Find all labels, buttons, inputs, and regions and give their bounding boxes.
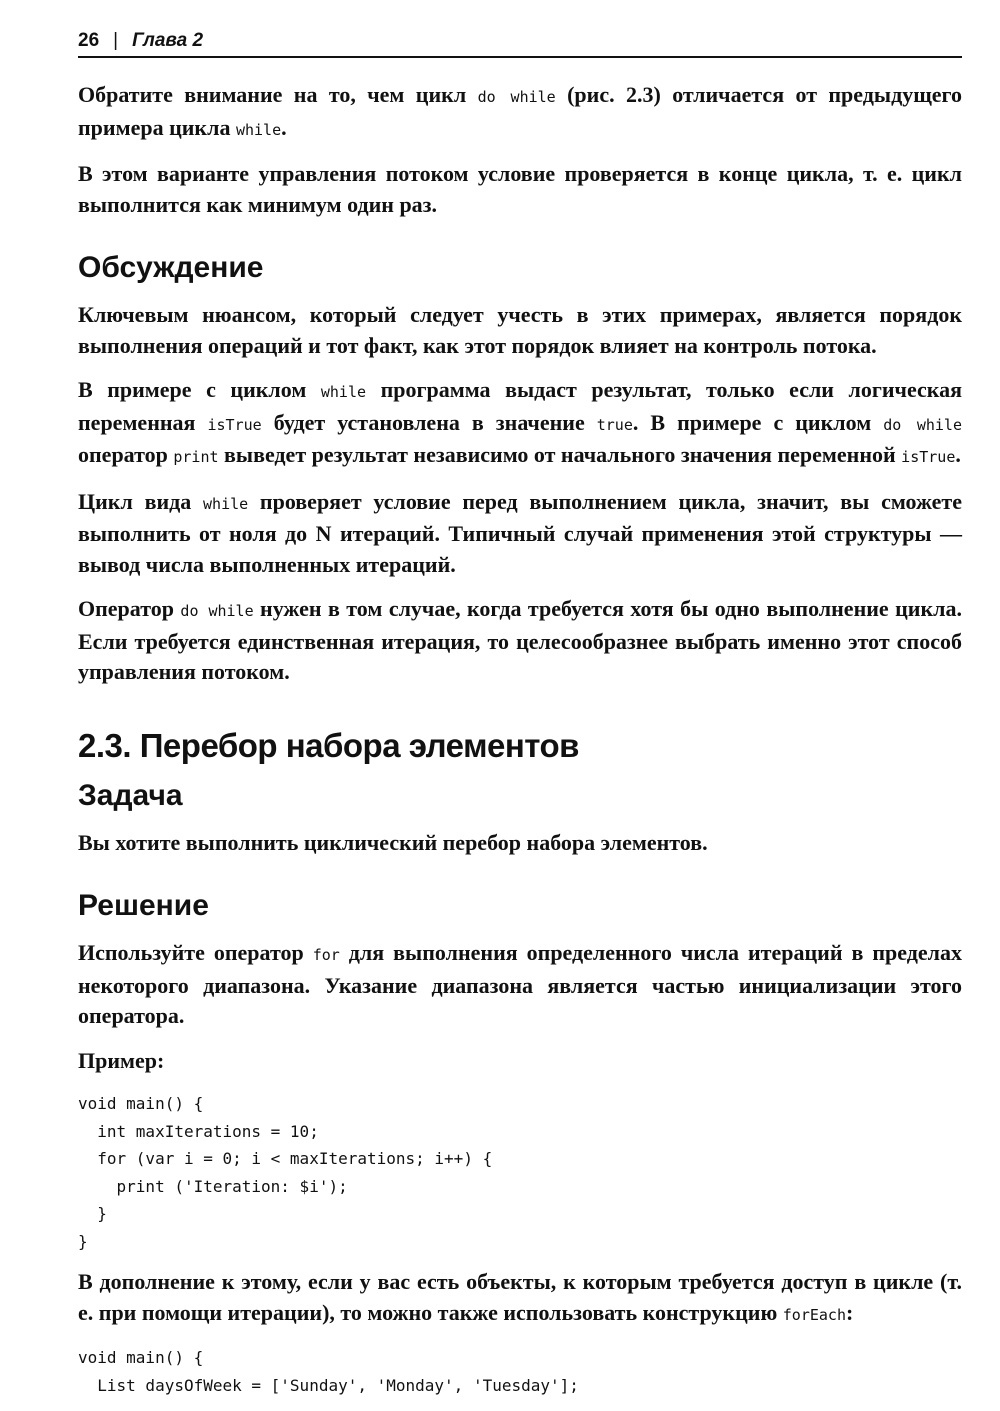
text: для выполнения определенного числа итераций в пределах некоторого диапазона. Указание диапазона является частью инициализации этого оператора. bbox=[78, 940, 962, 1028]
running-header bbox=[78, 28, 962, 58]
inline-code: while bbox=[235, 120, 282, 139]
text: нужен в том случае, когда требуется хотя бы одно выполнение цикла. Если требуется единственная итерация, то целесообразнее выбрать именно этот способ управления потоком. bbox=[78, 596, 962, 684]
text: выведет результат независимо от начального значения переменной bbox=[218, 442, 902, 467]
page-number: 26 bbox=[78, 30, 100, 51]
text: программа выдаст результат, только если логическая переменная bbox=[78, 377, 962, 435]
solution-heading: Решение bbox=[78, 889, 209, 922]
code-block-for-loop bbox=[78, 1090, 962, 1255]
code-line: void main() { bbox=[78, 1094, 204, 1113]
solution-paragraph-2 bbox=[78, 1267, 962, 1330]
solution-paragraph-1 bbox=[78, 938, 962, 1032]
code-line: void main() { bbox=[78, 1348, 204, 1367]
page-content bbox=[78, 80, 962, 1411]
text: . bbox=[281, 114, 287, 140]
code-line: for (var i = 0; i < maxIterations; i++) { bbox=[78, 1149, 493, 1168]
code-line: List daysOfWeek = ['Sunday', 'Monday', 'Tuesday']; bbox=[78, 1375, 579, 1395]
inline-code: while bbox=[320, 383, 367, 401]
inline-code: isTrue bbox=[207, 415, 262, 434]
inline-code: true bbox=[596, 415, 633, 434]
code-line: print ('Iteration: $i'); bbox=[78, 1176, 348, 1196]
inline-code: forEach bbox=[782, 1305, 846, 1324]
section-title: 2.3. Перебор набора элементов bbox=[78, 726, 579, 764]
text: (рис. 2.3) отличается от предыдущего примера цикла bbox=[78, 82, 962, 140]
discussion-paragraph-2 bbox=[78, 375, 962, 473]
inline-code: for bbox=[312, 946, 340, 964]
example-label: Пример: bbox=[78, 1047, 165, 1073]
chapter-title: Глава 2 bbox=[132, 30, 204, 51]
inline-code: do while bbox=[180, 602, 254, 620]
inline-code: do while bbox=[477, 88, 556, 106]
text: Обратите внимание на то, чем цикл bbox=[78, 82, 478, 107]
text: Используйте оператор bbox=[78, 940, 313, 965]
header-separator: | bbox=[113, 30, 119, 51]
code-block-foreach bbox=[78, 1344, 962, 1399]
text: Цикл вида bbox=[78, 488, 204, 514]
inline-code: isTrue bbox=[901, 448, 956, 466]
text: В примере с циклом bbox=[78, 377, 321, 402]
task-text: Вы хотите выполнить циклический перебор набора элементов. bbox=[78, 829, 708, 855]
text: В дополнение к этому, если у вас есть объекты, к которым требуется доступ в цикле (т. е. при помощи итерации), то можно также использовать конструкцию bbox=[78, 1269, 962, 1325]
text: оператор bbox=[78, 442, 174, 467]
discussion-heading: Обсуждение bbox=[78, 251, 264, 284]
discussion-paragraph-1: Ключевым нюансом, который следует учесть в этих примерах, является порядок выполнения операций и тот факт, как этот порядок влияет на контроль потока. bbox=[78, 302, 962, 358]
code-line: } bbox=[78, 1231, 88, 1251]
text: . В примере с циклом bbox=[632, 409, 884, 435]
text: будет установлена в значение bbox=[261, 409, 597, 435]
text: : bbox=[845, 1299, 854, 1325]
code-line: } bbox=[78, 1204, 107, 1223]
code-line: int maxIterations = 10; bbox=[78, 1121, 319, 1141]
text: . bbox=[955, 442, 961, 467]
discussion-paragraph-3 bbox=[78, 487, 962, 581]
inline-code: print bbox=[173, 448, 219, 466]
inline-code: while bbox=[203, 494, 249, 513]
paragraph-do-while-note bbox=[78, 80, 962, 145]
task-heading: Задача bbox=[78, 778, 183, 812]
inline-code: do while bbox=[883, 415, 962, 434]
discussion-paragraph-4 bbox=[78, 594, 962, 688]
text: проверяет условие перед выполнением цикла, значит, вы сможете выполнить от ноля до N итераций. Типичный случай применения этой структуры — вывод числа выполненных итераций. bbox=[78, 488, 962, 577]
text: Оператор bbox=[78, 596, 181, 621]
paragraph-condition-end: В этом варианте управления потоком условие проверяется в конце цикла, т. е. цикл выполнится как минимум один раз. bbox=[78, 161, 962, 217]
